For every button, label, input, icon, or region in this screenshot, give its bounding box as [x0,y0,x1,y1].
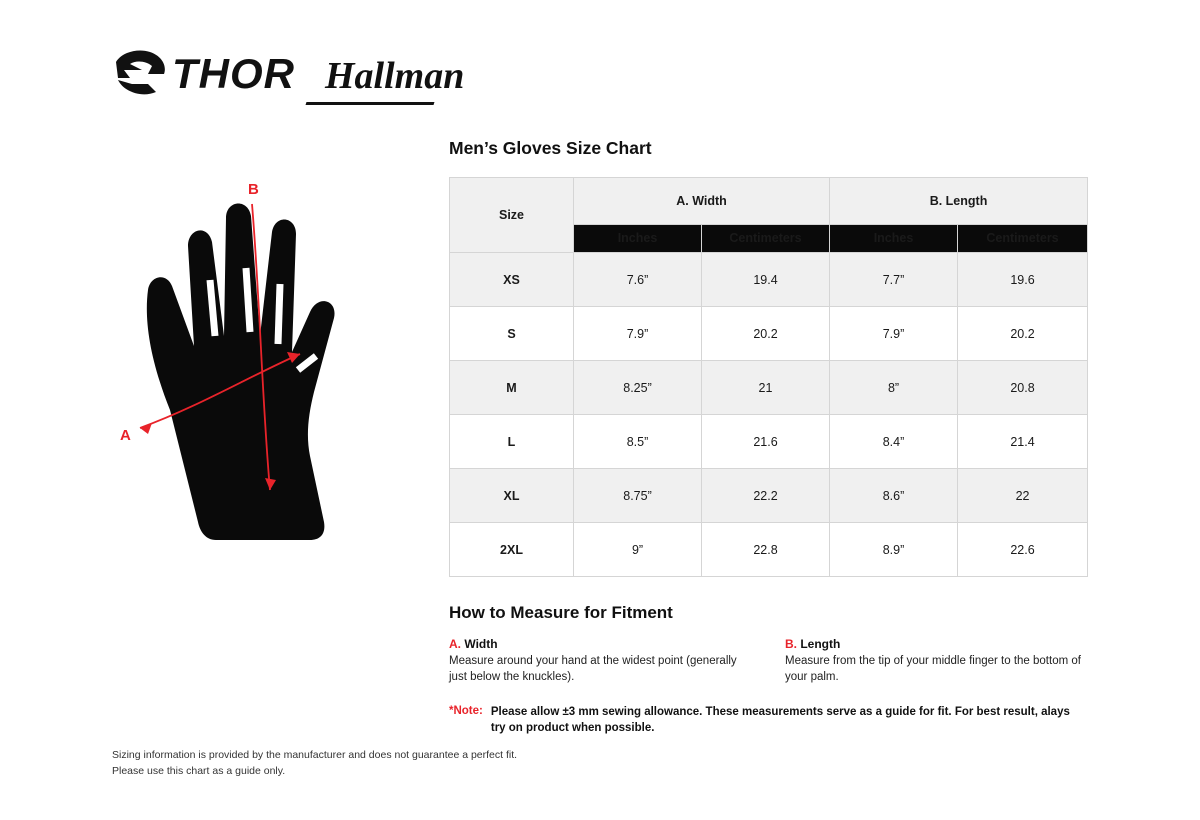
cell-size: L [450,415,574,469]
cell-width-centimeters: 22.8 [702,523,830,577]
measure-width-block [449,637,749,685]
glove-illustration [110,160,440,560]
cell-size: XS [450,253,574,307]
table-row [450,307,1088,361]
header-length-inches: Inches [830,224,958,252]
page-title: Men’s Gloves Size Chart [449,138,652,158]
cell-size: M [450,361,574,415]
cell-size: 2XL [450,523,574,577]
cell-length-inches: 8.4” [830,415,958,469]
diagram-label-a: A [120,427,131,444]
size-chart-table [449,177,1088,577]
measure-width-letter: A. [449,637,461,651]
cell-length-inches: 8” [830,361,958,415]
measure-length-block [785,637,1085,685]
measure-width-text: Measure around your hand at the widest point (generally just below the knuckles). [449,655,737,683]
footer-line-2: Please use this chart as a guide only. [112,764,286,777]
measure-length-label [785,637,1085,651]
measure-length-text: Measure from the tip of your middle finger to the bottom of your palm. [785,655,1081,683]
glove-measurement-diagram [110,160,440,560]
cell-length-inches: 8.6” [830,469,958,523]
cell-width-inches: 8.5” [574,415,702,469]
table-row [450,253,1088,307]
cell-length-centimeters: 22.6 [958,523,1088,577]
cell-length-centimeters: 21.4 [958,415,1088,469]
cell-width-centimeters: 22.2 [702,469,830,523]
note-block [449,705,1087,736]
measure-width-label [449,637,749,651]
table-row [450,361,1088,415]
cell-length-inches: 8.9” [830,523,958,577]
cell-width-inches: 7.9” [574,307,702,361]
cell-width-inches: 7.6” [574,253,702,307]
measure-length-name: Length [800,637,841,651]
cell-width-inches: 8.75” [574,469,702,523]
hallman-underline [306,102,435,105]
footer-disclaimer [112,748,517,780]
cell-width-centimeters: 21 [702,361,830,415]
header-width-group: A. Width [574,178,830,225]
cell-width-inches: 9” [574,523,702,577]
how-to-measure-title: How to Measure for Fitment [449,603,673,622]
cell-length-centimeters: 20.8 [958,361,1088,415]
header-length-centimeters: Centimeters [958,224,1088,252]
cell-width-inches: 8.25” [574,361,702,415]
measure-width-name: Width [464,637,498,651]
measure-length-letter: B. [785,637,797,651]
footer-line-1: Sizing information is provided by the manufacturer and does not guarantee a perfect fit. [112,749,518,761]
thor-wordmark: THOR [172,50,295,97]
cell-length-centimeters: 20.2 [958,307,1088,361]
cell-width-centimeters: 19.4 [702,253,830,307]
brand-header [112,48,464,100]
hallman-wordmark: Hallman [325,55,465,97]
header-size: Size [450,178,574,253]
thor-helmet-icon [112,48,168,100]
note-text: Please allow ±3 mm sewing allowance. These measurements serve as a guide for fit. For best result, alays try on product when possible. [490,706,1070,734]
cell-width-centimeters: 21.6 [702,415,830,469]
header-width-inches: Inches [574,224,702,252]
how-to-measure-columns [449,637,1087,685]
table-header-groups [450,178,1088,225]
cell-width-centimeters: 20.2 [702,307,830,361]
header-width-centimeters: Centimeters [702,224,830,252]
table-row [450,469,1088,523]
cell-size: S [450,307,574,361]
diagram-label-b: B [248,181,259,198]
note-label: *Note: [449,705,483,718]
cell-length-inches: 7.7” [830,253,958,307]
size-chart-section [449,138,1087,736]
cell-length-centimeters: 19.6 [958,253,1088,307]
thor-logo [112,48,295,100]
table-row [450,523,1088,577]
cell-length-centimeters: 22 [958,469,1088,523]
cell-length-inches: 7.9” [830,307,958,361]
header-length-group: B. Length [830,178,1088,225]
cell-size: XL [450,469,574,523]
table-row [450,415,1088,469]
